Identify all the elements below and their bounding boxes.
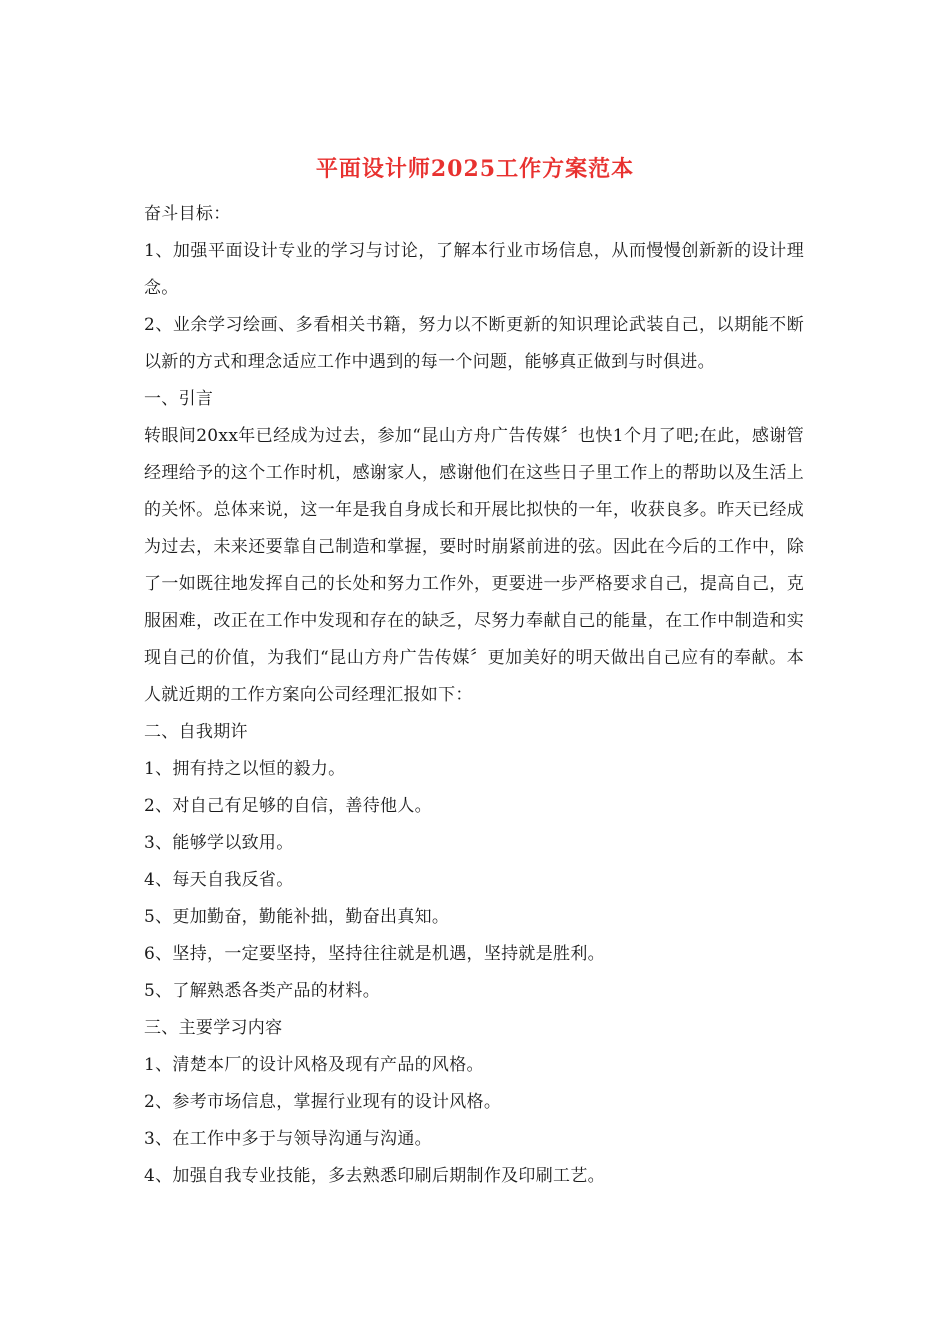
list-item: 3、能够学以致用。	[144, 833, 294, 853]
paragraph-goal-2: 2、业余学习绘画、多看相关书籍，努力以不断更新的知识理论武装自己，以期能不断以新的方式和理念适应工作中遇到的每一个问题，能够真正做到与时俱进。	[144, 315, 804, 372]
section-heading-introduction: 一、引言	[144, 389, 214, 409]
list-item: 1、拥有持之以恒的毅力。	[144, 759, 346, 779]
section-heading-study-content: 三、主要学习内容	[144, 1018, 283, 1038]
list-item: 2、参考市场信息，掌握行业现有的设计风格。	[144, 1092, 502, 1112]
list-item: 5、更加勤奋，勤能补拙，勤奋出真知。	[144, 907, 450, 927]
paragraph-introduction: 转眼间20xx年已经成为过去，参加“昆山方舟广告传媒〞也快1个月了吧;在此，感谢管经理给予的这个工作时机，感谢家人，感谢他们在这些日子里工作上的帮助以及生活上的关怀。总体来说，这一年是我自身成长和开展比拟快的一年，收获良多。昨天已经成为过去，未来还要靠自己制造和掌握，要时时崩紧前进的弦。因此在今后的工作中，除了一如既往地发挥自己的长处和努力工作外，更要进一步严格要求自己，提高自己，克服困难，改正在工作中发现和存在的缺乏，尽努力奉献自己的能量，在工作中制造和实现自己的价值，为我们“昆山方舟广告传媒〞更加美好的明天做出自己应有的奉献。本人就近期的工作方案向公司经理汇报如下：	[144, 426, 804, 705]
list-item: 6、坚持，一定要坚持，坚持往往就是机遇，坚持就是胜利。	[144, 944, 605, 964]
paragraph-goal-1: 1、加强平面设计专业的学习与讨论，了解本行业市场信息，从而慢慢创新新的设计理念。	[144, 241, 804, 298]
paragraph-goals-heading: 奋斗目标：	[144, 204, 231, 224]
list-item: 2、对自己有足够的自信，善待他人。	[144, 796, 432, 816]
list-item: 5、了解熟悉各类产品的材料。	[144, 981, 381, 1001]
list-item: 4、每天自我反省。	[144, 870, 294, 890]
list-item: 4、加强自我专业技能，多去熟悉印刷后期制作及印刷工艺。	[144, 1166, 605, 1186]
section-heading-self-expectation: 二、自我期许	[144, 722, 248, 742]
document-body	[144, 196, 804, 1195]
list-item: 3、在工作中多于与领导沟通与沟通。	[144, 1129, 432, 1149]
list-item: 1、清楚本厂的设计风格及现有产品的风格。	[144, 1055, 484, 1075]
document-title: 平面设计师2025工作方案范本	[315, 156, 635, 182]
